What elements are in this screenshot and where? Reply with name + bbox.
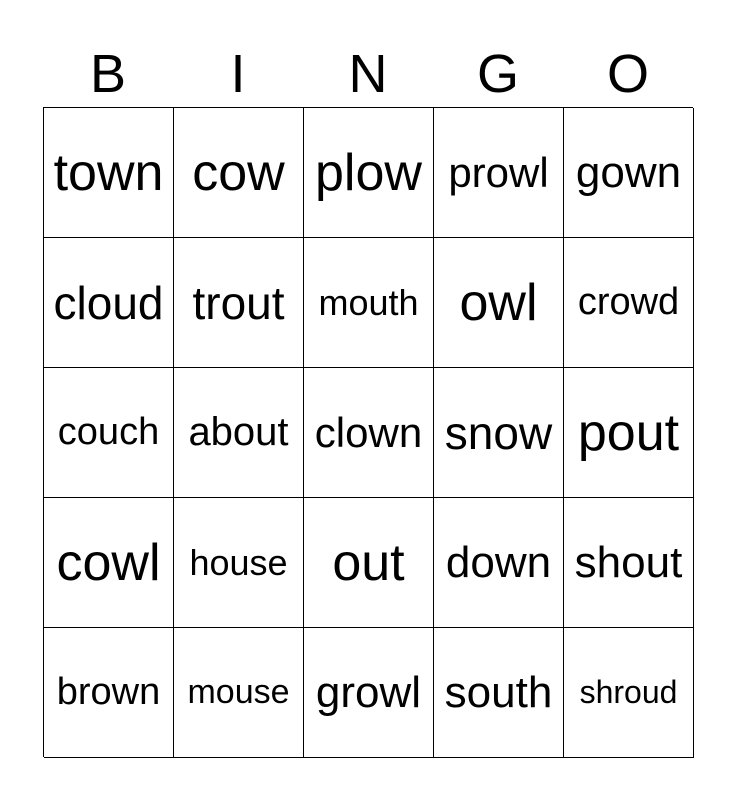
bingo-cell (44, 238, 174, 368)
bingo-cell (434, 108, 564, 238)
cell-word: plow (315, 143, 422, 202)
bingo-cell (564, 628, 694, 758)
cell-word: cloud (53, 276, 164, 329)
cell-word: out (332, 533, 405, 592)
bingo-cell (564, 498, 694, 628)
cell-word: south (444, 667, 553, 717)
bingo-cell (174, 368, 304, 498)
bingo-cell (434, 238, 564, 368)
cell-word: brown (56, 671, 161, 713)
cell-word: clown (314, 408, 423, 456)
header-letter-b: B (89, 44, 127, 104)
cell-word: pout (577, 403, 680, 462)
bingo-cell (44, 628, 174, 758)
bingo-cell (174, 108, 304, 238)
bingo-cell (174, 498, 304, 628)
cell-word: couch (57, 411, 160, 453)
cell-word: shroud (579, 674, 678, 710)
cell-word: about (188, 410, 289, 454)
bingo-cell (564, 368, 694, 498)
cell-word: owl (459, 273, 538, 332)
cell-word: crowd (577, 281, 680, 323)
cell-word: trout (192, 276, 285, 329)
cell-word: cow (192, 143, 285, 202)
cell-word: growl (315, 667, 422, 717)
bingo-cell (434, 628, 564, 758)
cell-word: snow (444, 406, 553, 459)
bingo-cell (564, 108, 694, 238)
bingo-cell (434, 368, 564, 498)
bingo-header (43, 40, 693, 108)
cell-word: down (445, 537, 552, 587)
bingo-cell (44, 108, 174, 238)
bingo-cell (304, 238, 434, 368)
header-letter-n: N (348, 44, 388, 104)
cell-word: prowl (448, 148, 549, 196)
bingo-cell (174, 238, 304, 368)
bingo-cell (304, 498, 434, 628)
bingo-cell (174, 628, 304, 758)
bingo-cell (434, 498, 564, 628)
cell-word: mouth (318, 281, 419, 323)
bingo-board (43, 107, 693, 757)
header-letter-i: I (230, 44, 246, 104)
bingo-cell (44, 368, 174, 498)
cell-word: house (189, 541, 288, 583)
header-letter-o: O (606, 44, 649, 104)
bingo-cell (304, 628, 434, 758)
bingo-cell (44, 498, 174, 628)
cell-word: mouse (187, 673, 290, 711)
bingo-cell (564, 238, 694, 368)
bingo-cell (304, 368, 434, 498)
cell-word: gown (575, 147, 682, 197)
header-letter-g: G (476, 44, 519, 104)
cell-word: town (53, 143, 164, 202)
cell-word: cowl (56, 533, 161, 592)
bingo-cell (304, 108, 434, 238)
cell-word: shout (574, 537, 683, 587)
